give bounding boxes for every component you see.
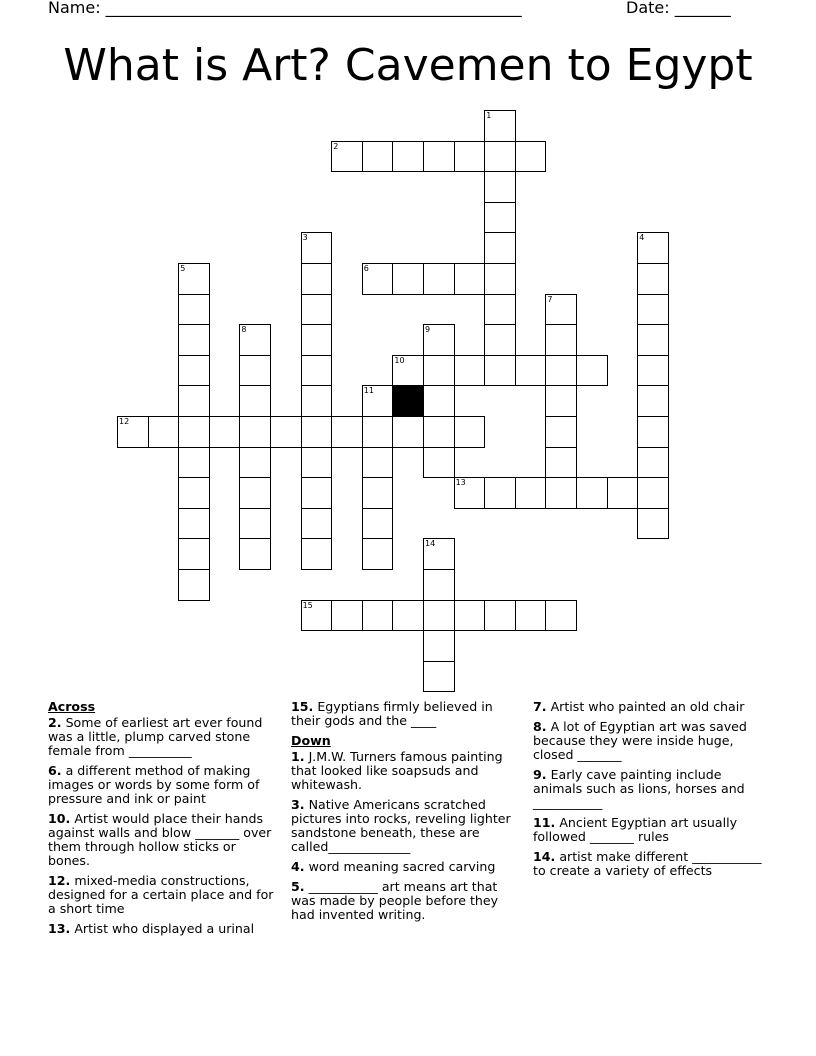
- clues-column-2: [291, 700, 519, 928]
- grid-cell[interactable]: [301, 416, 333, 448]
- date-field-label: Date: _______: [626, 0, 731, 17]
- clue-number-label: 2: [333, 141, 339, 151]
- grid-cell[interactable]: [301, 355, 333, 387]
- grid-cell[interactable]: [301, 538, 333, 570]
- grid-cell[interactable]: [454, 263, 486, 295]
- grid-cell[interactable]: [423, 569, 455, 601]
- grid-cell[interactable]: [484, 232, 516, 264]
- grid-cell[interactable]: [545, 294, 577, 326]
- grid-cell[interactable]: [423, 141, 455, 173]
- clue-number-label: 9: [425, 325, 431, 335]
- grid-cell[interactable]: [423, 324, 455, 356]
- grid-cell[interactable]: [545, 600, 577, 632]
- clue-number-label: 3: [302, 233, 308, 243]
- grid-cell[interactable]: [515, 477, 547, 509]
- grid-cell[interactable]: [301, 385, 333, 417]
- grid-cell[interactable]: [484, 202, 516, 234]
- clues-column-3: [533, 700, 768, 884]
- grid-cell[interactable]: [484, 324, 516, 356]
- grid-cell[interactable]: [545, 477, 577, 509]
- grid-cell[interactable]: [484, 477, 516, 509]
- grid-cell[interactable]: [576, 355, 608, 387]
- grid-cell[interactable]: [178, 385, 210, 417]
- grid-cell[interactable]: [484, 294, 516, 326]
- across-heading: Across: [48, 699, 96, 714]
- grid-cell[interactable]: [362, 447, 394, 479]
- grid-cell[interactable]: [239, 355, 271, 387]
- clue-down-8: 8. A lot of Egyptian art was saved because they were inside huge, closed _______: [533, 719, 747, 762]
- clue-across-12: 12. mixed-media constructions, designed for a certain place and for a short time: [48, 873, 274, 916]
- grid-cell[interactable]: [545, 324, 577, 356]
- clue-number-label: 8: [241, 325, 247, 335]
- grid-cell[interactable]: [301, 600, 333, 632]
- grid-cell[interactable]: [239, 477, 271, 509]
- clue-number-label: 10: [394, 355, 405, 365]
- grid-cell[interactable]: [362, 263, 394, 295]
- grid-cell[interactable]: [423, 630, 455, 662]
- grid-cell[interactable]: [484, 110, 516, 142]
- clue-down-3: 3. Native Americans scratched pictures into rocks, reveling lighter sandstone beneath, these are called_____________: [291, 797, 511, 854]
- grid-cell[interactable]: [637, 447, 669, 479]
- grid-cell[interactable]: [148, 416, 180, 448]
- grid-cell[interactable]: [362, 416, 394, 448]
- grid-cell[interactable]: [301, 232, 333, 264]
- grid-cell[interactable]: [239, 385, 271, 417]
- grid-cell[interactable]: [484, 171, 516, 203]
- grid-cell[interactable]: [484, 141, 516, 173]
- page-title: What is Art? Cavemen to Egypt: [63, 40, 753, 91]
- grid-cell[interactable]: [331, 416, 363, 448]
- grid-cell[interactable]: [362, 538, 394, 570]
- grid-cell[interactable]: [239, 324, 271, 356]
- grid-cell[interactable]: [239, 508, 271, 540]
- clue-number-label: 15: [302, 600, 313, 610]
- grid-cell[interactable]: [545, 355, 577, 387]
- grid-cell[interactable]: [423, 600, 455, 632]
- clue-across-15: 15. Egyptians firmly believed in their gods and the ____: [291, 699, 493, 728]
- down-heading: Down: [291, 733, 331, 748]
- grid-cell[interactable]: [301, 263, 333, 295]
- clue-across-6: 6. a different method of making images or words by some form of pressure and ink or paint: [48, 763, 260, 806]
- grid-cell[interactable]: [178, 294, 210, 326]
- grid-cell[interactable]: [515, 355, 547, 387]
- grid-cell[interactable]: [637, 324, 669, 356]
- grid-cell[interactable]: [301, 324, 333, 356]
- grid-cell[interactable]: [301, 508, 333, 540]
- clue-number-label: 11: [363, 386, 374, 396]
- grid-cell[interactable]: [178, 355, 210, 387]
- grid-cell[interactable]: [362, 600, 394, 632]
- grid-cell[interactable]: [423, 447, 455, 479]
- clue-across-2: 2. Some of earliest art ever found was a little, plump carved stone female from __________: [48, 715, 263, 758]
- clue-down-7: 7. Artist who painted an old chair: [533, 699, 745, 714]
- grid-cell[interactable]: [484, 600, 516, 632]
- grid-cell[interactable]: [637, 355, 669, 387]
- clue-number-label: 4: [639, 233, 645, 243]
- grid-cell[interactable]: [637, 294, 669, 326]
- grid-cell[interactable]: [301, 294, 333, 326]
- grid-cell[interactable]: [178, 538, 210, 570]
- clue-across-13: 13. Artist who displayed a urinal: [48, 921, 255, 936]
- clue-number-label: 7: [547, 294, 553, 304]
- clue-number-label: 5: [180, 264, 186, 273]
- grid-cell[interactable]: [362, 141, 394, 173]
- clue-number-label: 13: [455, 478, 466, 488]
- clue-down-4: 4. word meaning sacred carving: [291, 859, 496, 874]
- grid-cell[interactable]: [239, 416, 271, 448]
- grid-cell[interactable]: [392, 600, 424, 632]
- grid-cell[interactable]: [392, 141, 424, 173]
- grid-cell[interactable]: [178, 508, 210, 540]
- grid-cell[interactable]: [423, 416, 455, 448]
- clue-number-label: 14: [425, 539, 436, 549]
- grid-cell[interactable]: [545, 447, 577, 479]
- grid-cell[interactable]: [392, 355, 424, 387]
- clue-down-11: 11. Ancient Egyptian art usually followed _______ rules: [533, 815, 738, 844]
- grid-cell[interactable]: [423, 355, 455, 387]
- grid-cell[interactable]: [392, 263, 424, 295]
- clue-down-14: 14. artist make different ___________ to create a variety of effects: [533, 849, 762, 878]
- clue-down-5: 5. ___________ art means art that was made by people before they had invented writing.: [291, 879, 499, 922]
- grid-cell[interactable]: [454, 141, 486, 173]
- grid-cell[interactable]: [117, 416, 149, 448]
- grid-cell[interactable]: [545, 385, 577, 417]
- grid-cell[interactable]: [637, 232, 669, 264]
- grid-cell[interactable]: [607, 477, 639, 509]
- grid-cell[interactable]: [392, 416, 424, 448]
- grid-cell[interactable]: [637, 385, 669, 417]
- grid-cell[interactable]: [454, 600, 486, 632]
- grid-cell[interactable]: [209, 416, 241, 448]
- grid-cell[interactable]: [423, 385, 455, 417]
- clue-across-10: 10. Artist would place their hands against walls and blow _______ over them through hollow sticks or bones.: [48, 811, 272, 868]
- grid-cell[interactable]: [637, 263, 669, 295]
- grid-cell[interactable]: [362, 508, 394, 540]
- grid-cell[interactable]: [454, 416, 486, 448]
- grid-cell[interactable]: [239, 538, 271, 570]
- grid-cell[interactable]: [454, 477, 486, 509]
- clues-column-1: [48, 700, 280, 942]
- black-square: [392, 385, 424, 417]
- grid-cell[interactable]: [515, 141, 547, 173]
- grid-cell[interactable]: [178, 477, 210, 509]
- grid-cell[interactable]: [515, 600, 547, 632]
- grid-cell[interactable]: [637, 416, 669, 448]
- grid-cell[interactable]: [423, 263, 455, 295]
- grid-cell[interactable]: [484, 263, 516, 295]
- name-field-label: Name: ____________________________________________________: [48, 0, 522, 17]
- grid-cell[interactable]: [423, 661, 455, 693]
- grid-cell[interactable]: [178, 569, 210, 601]
- grid-cell[interactable]: [239, 447, 271, 479]
- clue-number-label: 1: [486, 111, 492, 120]
- grid-cell[interactable]: [178, 263, 210, 295]
- grid-cell[interactable]: [637, 508, 669, 540]
- clue-number-label: 12: [119, 417, 130, 426]
- grid-cell[interactable]: [331, 600, 363, 632]
- grid-cell[interactable]: [576, 477, 608, 509]
- grid-cell[interactable]: [362, 477, 394, 509]
- grid-cell[interactable]: [178, 447, 210, 479]
- grid-cell[interactable]: [362, 385, 394, 417]
- grid-cell[interactable]: [301, 447, 333, 479]
- grid-cell[interactable]: [331, 141, 363, 173]
- grid-cell[interactable]: [178, 324, 210, 356]
- grid-cell[interactable]: [454, 355, 486, 387]
- grid-cell[interactable]: [270, 416, 302, 448]
- clue-down-1: 1. J.M.W. Turners famous painting that looked like soapsuds and whitewash.: [291, 749, 503, 792]
- clue-number-label: 6: [363, 264, 369, 273]
- grid-cell[interactable]: [301, 477, 333, 509]
- grid-cell[interactable]: [637, 477, 669, 509]
- clue-down-9: 9. Early cave painting include animals such as lions, horses and ___________: [533, 767, 745, 810]
- grid-cell[interactable]: [484, 355, 516, 387]
- grid-cell[interactable]: [545, 416, 577, 448]
- grid-cell[interactable]: [423, 538, 455, 570]
- grid-cell[interactable]: [178, 416, 210, 448]
